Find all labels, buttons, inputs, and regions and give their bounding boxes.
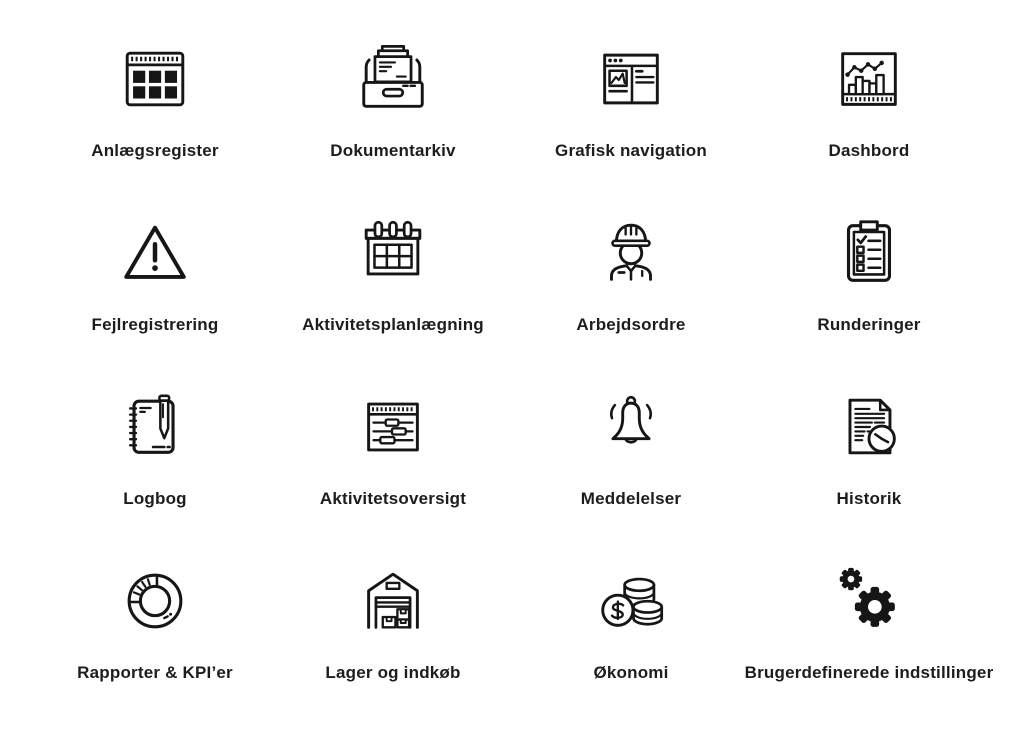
menu-item-runderinger[interactable] — [750, 188, 988, 362]
warning-triangle-icon — [116, 214, 194, 292]
notebook-pen-icon — [116, 388, 194, 466]
menu-item-label: Fejlregistrering — [91, 315, 219, 335]
menu-item-rapporter-kpier[interactable] — [36, 535, 274, 709]
gears-icon — [830, 562, 908, 640]
window-chart-icon — [592, 40, 670, 118]
menu-item-label: Brugerdefinerede indstillinger — [744, 662, 994, 682]
menu-item-historik[interactable] — [750, 362, 988, 536]
document-clock-icon — [830, 388, 908, 466]
menu-item-label: Lager og indkøb — [325, 662, 461, 682]
menu-item-arbejdsordre[interactable] — [512, 188, 750, 362]
sliders-window-icon — [354, 388, 432, 466]
menu-item-fejlregistrering[interactable] — [36, 188, 274, 362]
menu-item-label: Økonomi — [593, 662, 669, 682]
coins-icon — [592, 562, 670, 640]
menu-item-aktivitetsoversigt[interactable] — [274, 362, 512, 536]
menu-item-label: Meddelelser — [580, 488, 682, 508]
archive-drawer-icon — [354, 40, 432, 118]
menu-item-label: Dokumentarkiv — [330, 141, 456, 161]
donut-chart-icon — [116, 562, 194, 640]
menu-item-dokumentarkiv[interactable] — [274, 14, 512, 188]
menu-item-meddelelser[interactable] — [512, 362, 750, 536]
menu-item-label: Arbejdsordre — [576, 315, 686, 335]
menu-item-logbog[interactable] — [36, 362, 274, 536]
calendar-icon — [354, 214, 432, 292]
dashboard-stats-icon — [830, 40, 908, 118]
clipboard-checklist-icon — [830, 214, 908, 292]
menu-item-oekonomi[interactable] — [512, 535, 750, 709]
menu-item-label: Aktivitetsplanlægning — [302, 315, 484, 335]
menu-item-lager-og-indkoeb[interactable] — [274, 535, 512, 709]
menu-item-grafisk-navigation[interactable] — [512, 14, 750, 188]
menu-item-brugerdefinerede-indstillinger[interactable] — [744, 535, 994, 709]
menu-item-aktivitetsplanlaegning[interactable] — [274, 188, 512, 362]
table-grid-icon — [116, 40, 194, 118]
menu-item-label: Anlægsregister — [91, 141, 219, 161]
menu-item-label: Historik — [836, 488, 902, 508]
menu-item-label: Logbog — [123, 488, 187, 508]
bell-icon — [592, 388, 670, 466]
menu-item-label: Grafisk navigation — [555, 141, 707, 161]
worker-hardhat-icon — [592, 214, 670, 292]
menu-item-anlaegsregister[interactable] — [36, 14, 274, 188]
menu-item-label: Dashbord — [828, 141, 910, 161]
menu-item-label: Rapporter & KPI’er — [77, 662, 233, 682]
menu-item-label: Runderinger — [817, 315, 921, 335]
menu-item-dashbord[interactable] — [750, 14, 988, 188]
warehouse-boxes-icon — [354, 562, 432, 640]
menu-item-label: Aktivitetsoversigt — [319, 488, 467, 508]
